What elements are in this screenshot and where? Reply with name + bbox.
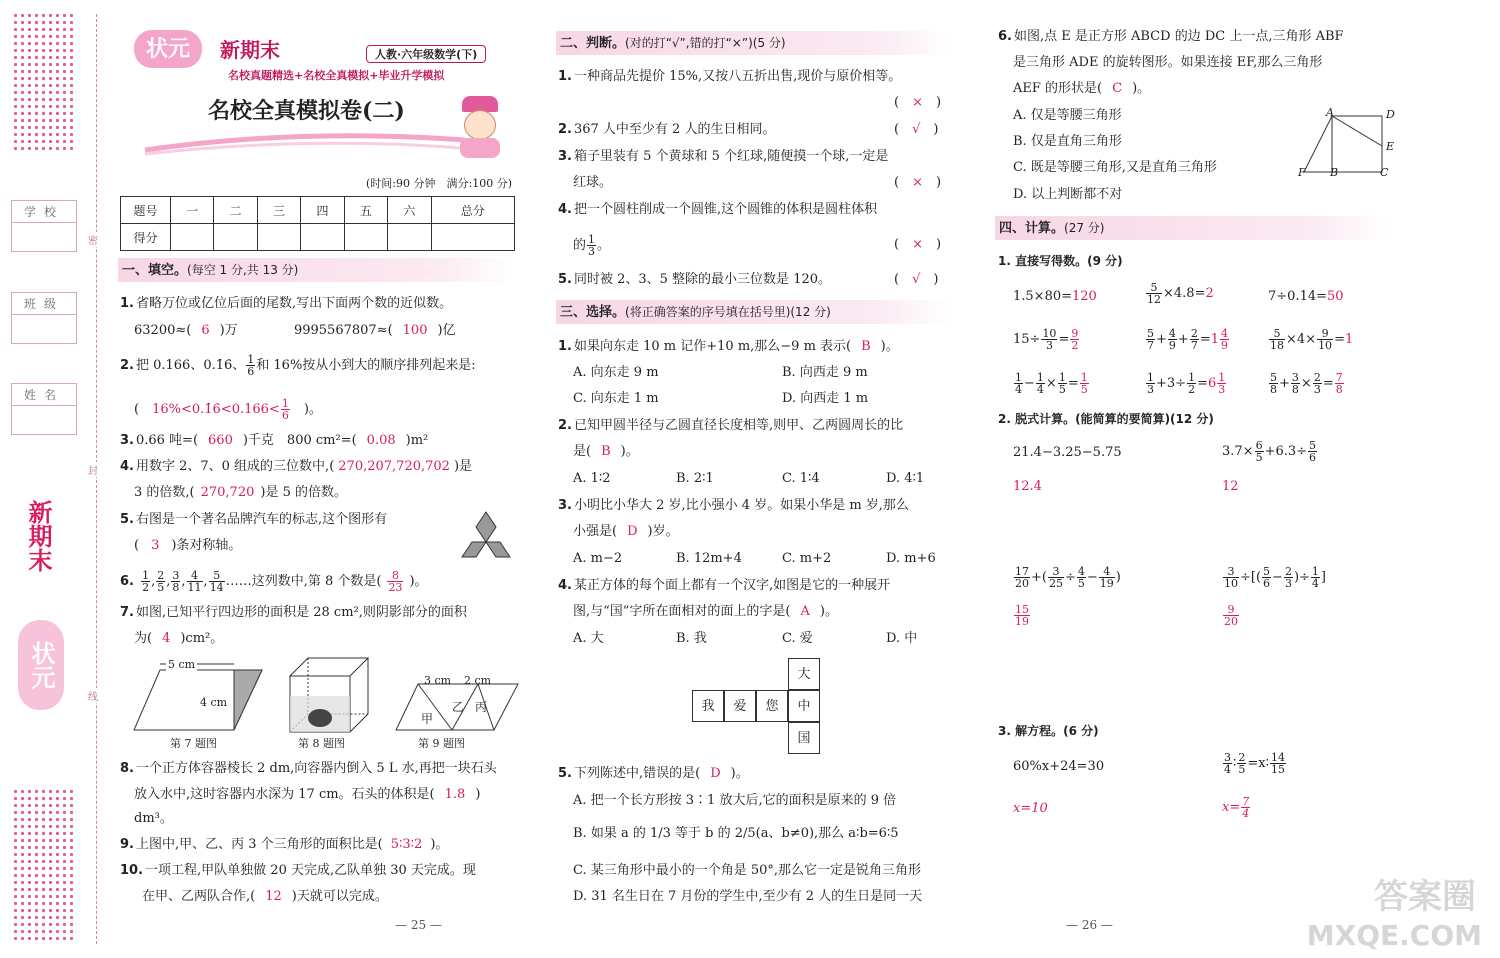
q-text: )是 — [453, 459, 473, 474]
brand-logo: 状元 — [134, 30, 202, 68]
fill-q6: 6. $\frac{1}{2}$ , $\frac{2}{5}$ , $\frac{3}{8}$ , $\frac{4}{11}$ , $\frac{5}{14}$ ……这列数中,第 8 个数是( $\frac{8}{23}$ )。 — [120, 569, 428, 594]
choice-2-opt-b[interactable]: B. 2∶1 — [676, 471, 714, 486]
answer: D — [710, 766, 721, 781]
fill-q4-line2 — [134, 484, 347, 502]
page-number-right: — 26 — — [1066, 918, 1113, 932]
q-text: )亿 — [437, 323, 456, 338]
section-note: (对的打“√”,错的打“×”)(5 分) — [625, 36, 786, 50]
fraction: $\frac{5}{14}$ — [209, 569, 224, 594]
choice-6-opt-d[interactable]: D. 以上判断都不对 — [1013, 187, 1123, 202]
q-text: ……这列数中,第 8 个数是( — [225, 574, 382, 589]
answer-mark: × — [912, 95, 923, 110]
score-header-row — [121, 197, 515, 224]
fill-q8: 8. 一个正方体容器棱长 2 dm,向容器内倒入 5 L 水,再把一块石头 — [120, 761, 497, 776]
q-text: 下列陈述中,错误的是( — [573, 766, 701, 781]
choice-4-opt-d[interactable]: D. 中 — [886, 631, 918, 646]
q-text: 右图是一个著名品牌汽车的标志,这个图形有 — [135, 512, 388, 527]
fill-q3: 3. 0.66 吨=( 660 )千克 800 cm²=( 0.08 )m² — [120, 433, 429, 448]
choice-1-opt-c[interactable]: C. 向东走 1 m — [573, 391, 659, 406]
score-cell[interactable] — [344, 224, 387, 251]
fill-q4: 4. 用数字 2、7、0 组成的三位数中,( 270,207,720,702 )是 — [120, 459, 473, 474]
q-text: 是( — [573, 444, 592, 459]
judge-4-line2: 的 $\frac{1}{3}$ 。 — [573, 233, 611, 258]
answer: 4 — [162, 631, 171, 646]
q-text: 一个正方体容器棱长 2 dm,向容器内倒入 5 L 水,再把一块石头 — [135, 761, 497, 776]
score-header: 一 — [171, 197, 214, 224]
answer: 12 — [265, 889, 282, 904]
choice-6: 6. 如图,点 E 是正方形 ABCD 的边 DC 上一点,三角形 ABF — [998, 29, 1344, 44]
judge-5-answer[interactable]: ( √ ) — [894, 272, 939, 287]
choice-2-opt-c[interactable]: C. 1∶4 — [782, 471, 820, 486]
q-text: 一种商品先提价 15%,又按八五折出售,现价与原价相等。 — [573, 69, 902, 84]
fraction: $\frac{1}{6}$ — [281, 397, 289, 422]
answer: 660 — [208, 433, 233, 448]
judge-1-answer[interactable]: ( × ) — [894, 95, 942, 110]
fig-label-b: B — [1330, 166, 1339, 179]
fig-label-a: A — [1326, 106, 1334, 119]
judge-5: 5. 同时被 2、3、5 整除的最小三位数是 120。 — [558, 272, 832, 287]
judge-3: 3. 箱子里装有 5 个黄球和 5 个红球,随便摸一个球,一定是 — [558, 149, 889, 164]
choice-5-opt-a[interactable]: A. 把一个长方形按 3∶1 放大后,它的面积是原来的 9 倍 — [573, 793, 897, 808]
calc-r1-c: 7÷0.14=50 — [1268, 289, 1344, 304]
fig-label-c: C — [1380, 166, 1389, 179]
fill-q10: 10. 一项工程,甲队单独做 20 天完成,乙队单独 30 天完成。现 — [120, 863, 476, 878]
choice-6-opt-c[interactable]: C. 既是等腰三角形,又是直角三角形 — [1013, 160, 1217, 175]
answer: 3 — [151, 538, 160, 553]
answer-mark: √ — [912, 122, 921, 137]
fill-q7-line2 — [134, 630, 223, 648]
choice-2: 2. 已知甲圆半径与乙圆直径长度相等,则甲、乙两圆周长的比 — [558, 418, 904, 433]
equation-1: 60%x+24=30 — [1013, 759, 1105, 774]
choice-2-line2: 是( B )。 — [573, 444, 639, 459]
fig9-bing: 丙 — [475, 700, 488, 714]
q-text: 如图,点 E 是正方形 ABCD 的边 DC 上一点,三角形 ABF — [1013, 29, 1344, 44]
sidebar-logo: 状元 — [18, 620, 64, 710]
page-number-left: — 25 — — [395, 918, 442, 932]
choice-4-opt-c[interactable]: C. 爱 — [782, 631, 813, 646]
choice-1-opt-b[interactable]: B. 向西走 9 m — [782, 365, 868, 380]
choice-3: 3. 小明比小华大 2 岁,比小强小 4 岁。如果小华是 m 岁,那么 — [558, 498, 909, 513]
fig-label-f: F — [1298, 166, 1306, 179]
calc-r2-b: $\frac{5}{7}$ + $\frac{4}{9}$ + $\frac{2}{7}$ =1 $\frac{4}{9}$ — [1147, 327, 1228, 352]
q-text: )m² — [405, 433, 429, 448]
calc-2-heading: 2. 脱式计算。(能简算的要简算)(12 分) — [998, 412, 1214, 426]
calc-r2-a: 15÷ $\frac{10}{3}$ = $\frac{9}{2}$ — [1013, 327, 1079, 352]
calc-r1-b: $\frac{5}{12}$ ×4.8=2 — [1147, 281, 1214, 306]
q-text: 为( — [134, 631, 153, 646]
calc-2b-answer: 12 — [1222, 479, 1239, 494]
choice-3-opt-c[interactable]: C. m+2 — [782, 551, 832, 566]
q-text: )千克 800 cm²=( — [242, 433, 357, 448]
judge-1: 1. 一种商品先提价 15%,又按八五折出售,现价与原价相等。 — [558, 69, 902, 84]
q-text: 把 0.166、0.1̇6̇、 — [135, 358, 246, 373]
choice-6-opt-a[interactable]: A. 仅是等腰三角形 — [1013, 108, 1122, 123]
calc-r1-a: 1.5×80=120 — [1013, 289, 1097, 304]
fig-label-d: D — [1386, 108, 1395, 121]
judge-4-answer[interactable]: ( × ) — [894, 237, 942, 252]
judge-3-answer[interactable]: ( × ) — [894, 175, 942, 190]
calc-2c: $\frac{17}{20}$ +( $\frac{3}{25}$ ÷ $\frac{4}{5}$ − $\frac{4}{19}$ ) — [1015, 565, 1121, 590]
choice-5-opt-b[interactable]: B. 如果 a 的 1/3 等于 b 的 2/5(a、b≠0),那么 a∶b=6∶5 — [573, 826, 899, 841]
q-text: 0.66 吨=( — [135, 433, 199, 448]
answer: 100 — [402, 323, 428, 338]
answer: C — [1112, 81, 1123, 96]
choice-3-opt-b[interactable]: B. 12m+4 — [676, 551, 742, 566]
q-text: 用数字 2、7、0 组成的三位数中,( — [135, 459, 335, 474]
answer: 120 — [1072, 289, 1097, 304]
calc-2d: $\frac{3}{10}$ ÷[( $\frac{5}{6}$ − $\frac{2}{3}$ )÷ $\frac{1}{4}$ ] — [1224, 565, 1326, 590]
name-field[interactable]: 姓名 — [11, 383, 77, 435]
q-text: 小明比小华大 2 岁,比小强小 4 岁。如果小华是 m 岁,那么 — [573, 498, 909, 513]
score-cell[interactable] — [431, 224, 514, 251]
answer: 5∶3∶2 — [390, 837, 423, 852]
q-text: 某正方体的每个面上都有一个汉字,如图是它的一种展开 — [573, 578, 891, 593]
fill-q9: 9. 上图中,甲、乙、丙 3 个三角形的面积比是( 5∶3∶2 )。 — [120, 837, 449, 852]
q-text: )是 5 的倍数。 — [260, 485, 347, 500]
section-title: 一、填空。 — [122, 263, 188, 278]
fig9-jia: 甲 — [421, 712, 434, 726]
fill-q8-line3: dm³。 — [134, 811, 173, 826]
q-text: 图,与“国”字所在面相对的面上的字是( — [573, 604, 791, 619]
score-cell[interactable] — [301, 224, 344, 251]
mascot — [452, 96, 506, 158]
score-header: 四 — [301, 197, 344, 224]
choice-5-opt-d[interactable]: D. 31 名生日在 7 月份的学生中,至少有 2 人的生日是同一天 — [573, 889, 923, 904]
section-note: (每空 1 分,共 13 分) — [187, 263, 299, 277]
calc-r3-a: $\frac{1}{4}$ − $\frac{1}{4}$ × $\frac{1}{5}$ = $\frac{1}{5}$ — [1015, 371, 1088, 396]
choice-2-opt-a[interactable]: A. 1∶2 — [573, 471, 611, 486]
fig7-side-label: 4 cm — [200, 696, 228, 709]
choice-5: 5. 下列陈述中,错误的是( D )。 — [558, 766, 749, 781]
q-text: 小强是( — [573, 524, 618, 539]
fig9-yi: 乙 — [452, 700, 465, 714]
fig7-caption: 第 7 题图 — [170, 737, 217, 750]
edition-badge: 人教·六年级数学(下) — [366, 45, 486, 63]
q-text: 上图中,甲、乙、丙 3 个三角形的面积比是( — [135, 837, 383, 852]
fill-q2: 2. 把 0.166、0.1̇6̇、 $\frac{1}{6}$ 和 16%按从小到大的顺序排列起来是: — [120, 353, 476, 378]
school-field[interactable]: 学校 — [11, 200, 77, 252]
calc-r3-b: $\frac{1}{3}$ +3÷ $\frac{1}{2}$ =6 $\frac{1}{3}$ — [1147, 371, 1226, 396]
sidebar-brand-vertical: 新期末 — [24, 500, 52, 572]
q-text: 如果向东走 10 m 记作+10 m,那么−9 m 表示( — [573, 339, 852, 354]
judge-3-line2: 红球。 — [573, 175, 613, 190]
judge-2-answer[interactable]: ( √ ) — [894, 122, 939, 137]
q-text: AEF 的形状是( — [1013, 81, 1103, 96]
answer: B — [601, 444, 611, 459]
choice-3-opt-d[interactable]: D. m+6 — [886, 551, 936, 566]
answer: 270,720 — [200, 485, 255, 500]
score-header: 三 — [257, 197, 300, 224]
net-cell-wo: 我 — [692, 690, 724, 722]
header-swoosh — [140, 118, 470, 158]
calc-2a-answer: 12.4 — [1013, 479, 1042, 494]
answer: 2 — [1205, 286, 1214, 301]
choice-6-line3: AEF 的形状是( C )。 — [1013, 81, 1151, 96]
choice-4-opt-b[interactable]: B. 我 — [676, 631, 707, 646]
q-text: 省略万位或亿位后面的尾数,写出下面两个数的近似数。 — [135, 296, 453, 311]
cut-mark-2: 封 — [88, 462, 98, 477]
answer-mark: √ — [912, 272, 921, 287]
fraction: $\frac{4}{11}$ — [187, 569, 202, 594]
fraction: $\frac{2}{5}$ — [157, 569, 165, 594]
q-text: )条对称轴。 — [171, 538, 242, 553]
answer: 50 — [1327, 289, 1344, 304]
answer: 16%<0.1̇6̇<0.166< — [152, 402, 280, 417]
choice-2-opt-d[interactable]: D. 4∶1 — [886, 471, 925, 486]
fig-label-e: E — [1386, 140, 1395, 153]
car-logo-figure — [455, 510, 517, 566]
fill-q10-line2 — [142, 888, 388, 906]
section-1-header — [118, 258, 513, 282]
section-2-header — [556, 31, 952, 55]
fig9-top1: 3 cm — [424, 674, 452, 687]
q-text: 把一个圆柱削成一个圆锥,这个圆锥的体积是圆柱体积 — [573, 202, 878, 217]
choice-6-opt-b[interactable]: B. 仅是直角三角形 — [1013, 134, 1122, 149]
q-text: 箱子里装有 5 个黄球和 5 个红球,随便摸一个球,一定是 — [573, 149, 889, 164]
q-text: 367 人中至少有 2 人的生日相同。 — [573, 122, 776, 137]
answer: 0.08 — [366, 433, 396, 448]
decor-dots-top — [12, 12, 76, 154]
equation-2: $\frac{3}{4}$ ∶ $\frac{2}{5}$ =x∶ $\frac{14}{15}$ — [1224, 751, 1285, 776]
choice-1: 1. 如果向东走 10 m 记作+10 m,那么−9 m 表示( B )。 — [558, 339, 899, 354]
brand-title: 新期末 — [220, 38, 280, 62]
fig7-top-label: 5 cm — [168, 658, 196, 671]
net-cell-nin: 您 — [756, 690, 788, 722]
net-cell-guo: 国 — [788, 722, 820, 754]
score-cell[interactable] — [171, 224, 214, 251]
section-note: (将正确答案的序号填在括号里)(12 分) — [625, 305, 831, 319]
q-text: 一项工程,甲队单独做 20 天完成,乙队单独 30 天完成。现 — [145, 863, 476, 878]
answer: B — [861, 339, 871, 354]
cut-line — [96, 14, 97, 944]
calc-1-heading: 1. 直接写得数。(9 分) — [998, 254, 1123, 268]
score-header: 总分 — [431, 197, 514, 224]
answer: 6 — [201, 323, 210, 338]
exam-time: (时间:90 分钟 满分:100 分) — [366, 177, 512, 190]
section-title: 四、计算。 — [999, 221, 1065, 236]
figure-8 — [286, 656, 370, 734]
q-text: 63200≈( — [134, 323, 192, 338]
watermark-bottom: MXQE.COM — [1306, 919, 1482, 952]
fill-q7: 7. 如图,已知平行四边形的面积是 28 cm²,则阴影部分的面积 — [120, 605, 467, 620]
fill-q2-answer: ( 16%<0.1̇6̇<0.166< $\frac{1}{6}$ )。 — [134, 397, 322, 422]
watermark-top: 答案圈 — [1374, 877, 1476, 917]
fill-q8-line2: 放入水中,这时容器内水深为 17 cm。石头的体积是( 1.8 ) — [134, 787, 481, 802]
cut-mark-1: 密 — [88, 232, 98, 247]
equation-2-answer: x= $\frac{7}{4}$ — [1222, 795, 1250, 820]
choice-5-opt-c[interactable]: C. 某三角形中最小的一个角是 50°,那么它一定是锐角三角形 — [573, 863, 922, 878]
answer: D — [627, 524, 638, 539]
answer: 270,207,720,702 — [338, 459, 450, 474]
fill-q5: 5. 右图是一个著名品牌汽车的标志,这个图形有 — [120, 512, 388, 527]
score-cell[interactable] — [257, 224, 300, 251]
score-header: 二 — [214, 197, 257, 224]
fill-q1: 1. 省略万位或亿位后面的尾数,写出下面两个数的近似数。 — [120, 296, 453, 311]
choice-6-line2: 是三角形 ADE 的旋转图形。如果连接 EF,那么三角形 — [1013, 55, 1323, 70]
q-text: )天就可以完成。 — [291, 889, 388, 904]
calc-r2-c: $\frac{5}{18}$ ×4× $\frac{9}{10}$ =1 — [1270, 327, 1354, 352]
answer: A — [800, 604, 810, 619]
fraction: $\frac{1}{3}$ — [588, 233, 596, 258]
choice-4-line2: 图,与“国”字所在面相对的面上的字是( A )。 — [573, 604, 838, 619]
q-text: 如图,已知平行四边形的面积是 28 cm²,则阴影部分的面积 — [135, 605, 467, 620]
choice-4: 4. 某正方体的每个面上都有一个汉字,如图是它的一种展开 — [558, 578, 891, 593]
score-header: 六 — [388, 197, 431, 224]
choice-3-opt-a[interactable]: A. m−2 — [573, 551, 623, 566]
q-text: 放入水中,这时容器内水深为 17 cm。石头的体积是( — [134, 787, 435, 802]
fig8-caption: 第 8 题图 — [298, 737, 345, 750]
fraction: $\frac{1}{6}$ — [247, 353, 255, 378]
fig9-top2: 2 cm — [464, 674, 492, 687]
calc-2c-answer: $\frac{15}{19}$ — [1015, 603, 1029, 628]
q-text: 已知甲圆半径与乙圆直径长度相等,则甲、乙两圆周长的比 — [573, 418, 904, 433]
q-text: 在甲、乙两队合作,( — [142, 889, 256, 904]
calc-2a: 21.4−3.25−5.75 — [1013, 445, 1122, 460]
cut-mark-3: 线 — [88, 688, 98, 703]
calc-r3-c: $\frac{5}{8}$ + $\frac{3}{8}$ × $\frac{2}{3}$ = $\frac{7}{8}$ — [1270, 371, 1343, 396]
decor-dots-bottom — [12, 788, 76, 940]
fraction: $\frac{3}{8}$ — [172, 569, 180, 594]
q-text: )cm²。 — [180, 631, 224, 646]
brand-subtitle: 名校真题精选+名校全真模拟+毕业升学模拟 — [228, 69, 445, 82]
fig9-caption: 第 9 题图 — [418, 737, 465, 750]
choice-1-opt-d[interactable]: D. 向西走 1 m — [782, 391, 869, 406]
section-3-header — [556, 300, 952, 324]
score-row — [121, 224, 515, 251]
q-text: )万 — [219, 323, 238, 338]
choice-4-opt-a[interactable]: A. 大 — [573, 631, 604, 646]
section-4-header — [995, 216, 1390, 240]
calc-2b: 3.7× $\frac{6}{5}$ +6.3÷ $\frac{5}{6}$ — [1222, 439, 1317, 464]
calc-2d-answer: $\frac{9}{20}$ — [1224, 603, 1238, 628]
score-row-label: 得分 — [121, 224, 171, 251]
score-table — [120, 196, 515, 251]
net-cell-ai: 爱 — [724, 690, 756, 722]
equation-1-answer: x=10 — [1013, 801, 1048, 816]
score-cell[interactable] — [388, 224, 431, 251]
net-cell-zhong: 中 — [788, 690, 820, 722]
q-text: 3 的倍数,( — [134, 485, 195, 500]
fraction: $\frac{8}{23}$ — [388, 569, 403, 594]
fill-q1-parts — [134, 322, 456, 340]
answer: 1.8 — [444, 787, 466, 802]
q-text: 9995567807≈( — [293, 323, 393, 338]
score-header: 题号 — [121, 197, 171, 224]
class-field[interactable]: 班级 — [11, 292, 77, 344]
choice-3-line2: 小强是( D )岁。 — [573, 524, 679, 539]
score-cell[interactable] — [214, 224, 257, 251]
section-note: (27 分) — [1064, 221, 1105, 235]
answer-mark: × — [912, 237, 923, 252]
calc-3-heading: 3. 解方程。(6 分) — [998, 724, 1099, 738]
section-title: 三、选择。 — [560, 305, 626, 320]
judge-4: 4. 把一个圆柱削成一个圆锥,这个圆锥的体积是圆柱体积 — [558, 202, 878, 217]
judge-2: 2. 367 人中至少有 2 人的生日相同。 — [558, 122, 776, 137]
q-text: 和 16%按从小到大的顺序排列起来是: — [256, 358, 476, 373]
exam-title: 名校全真模拟卷(二) — [208, 98, 405, 124]
score-header: 五 — [344, 197, 387, 224]
fill-q5-line2: ( 3 )条对称轴。 — [134, 538, 242, 553]
q-text: 同时被 2、3、5 整除的最小三位数是 120。 — [573, 272, 832, 287]
net-cell-da: 大 — [788, 658, 820, 690]
section-title: 二、判断。 — [560, 36, 626, 51]
answer-mark: × — [912, 175, 923, 190]
fraction: $\frac{1}{2}$ — [142, 569, 150, 594]
choice-1-opt-a[interactable]: A. 向东走 9 m — [573, 365, 659, 380]
